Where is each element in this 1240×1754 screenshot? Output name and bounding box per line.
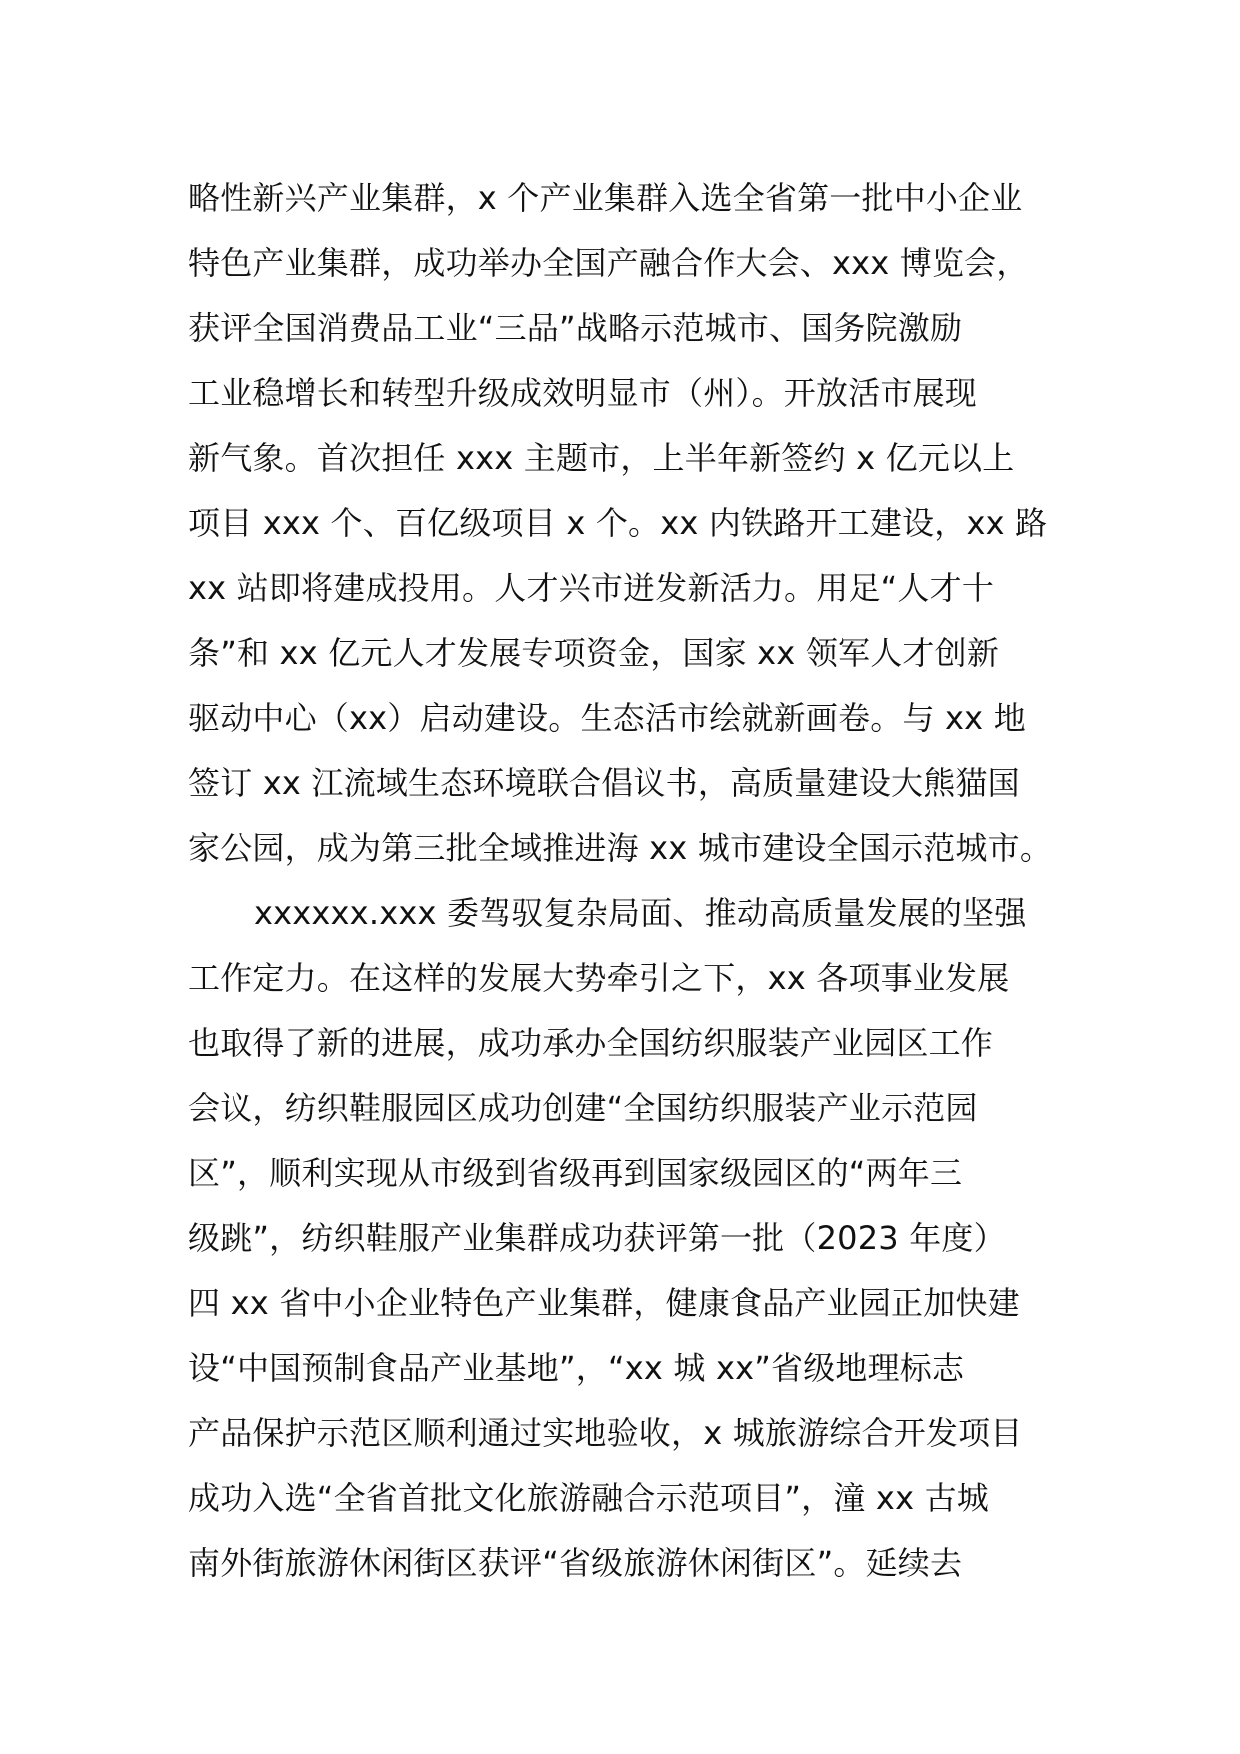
text-line: 工作定力。在这样的发展大势牵引之下，xx 各项事业发展 <box>188 959 1010 997</box>
text-line: 成功入选“全省首批文化旅游融合示范项目”，潼 xx 古城 <box>188 1479 989 1517</box>
paragraph-2 <box>188 881 1068 1596</box>
text-line: 条”和 xx 亿元人才发展专项资金，国家 xx 领军人才创新 <box>188 634 1000 672</box>
body-text <box>188 166 1068 1596</box>
text-line: 新气象。首次担任 xxx 主题市，上半年新签约 x 亿元以上 <box>188 439 1015 477</box>
text-line: 略性新兴产业集群，x 个产业集群入选全省第一批中小企业 <box>188 179 1023 217</box>
text-line: 家公园，成为第三批全域推进海 xx 城市建设全国示范城市。 <box>188 829 1053 867</box>
text-line: 也取得了新的进展，成功承办全国纺织服装产业园区工作 <box>188 1024 994 1062</box>
text-line: 级跳”，纺织鞋服产业集群成功获评第一批（2023 年度） <box>188 1219 1006 1257</box>
text-line: 会议，纺织鞋服园区成功创建“全国纺织服装产业示范园 <box>188 1089 978 1127</box>
text-line: 产品保护示范区顺利通过实地验收，x 城旅游综合开发项目 <box>188 1414 1023 1452</box>
text-line: 区”，顺利实现从市级到省级再到国家级园区的“两年三 <box>188 1154 963 1192</box>
text-line: 设“中国预制食品产业基地”，“xx 城 xx”省级地理标志 <box>188 1349 965 1387</box>
text-line: 驱动中心（xx）启动建设。生态活市绘就新画卷。与 xx 地 <box>188 699 1026 737</box>
text-line: 项目 xxx 个、百亿级项目 x 个。xx 内铁路开工建设，xx 路 <box>188 504 1048 542</box>
text-line: 四 xx 省中小企业特色产业集群，健康食品产业园正加快建 <box>188 1284 1020 1322</box>
text-line: xx 站即将建成投用。人才兴市迸发新活力。用足“人才十 <box>188 569 995 607</box>
text-line: 特色产业集群，成功举办全国产融合作大会、xxx 博览会， <box>188 244 1029 282</box>
paragraph-1 <box>188 166 1068 881</box>
text-line: 南外街旅游休闲街区获评“省级旅游休闲街区”。延续去 <box>188 1544 963 1582</box>
text-line: 签订 xx 江流域生态环境联合倡议书，高质量建设大熊猫国 <box>188 764 1020 802</box>
text-line: 工业稳增长和转型升级成效明显市（州）。开放活市展现 <box>188 374 978 412</box>
text-line: 获评全国消费品工业“三品”战略示范城市、国务院激励 <box>188 309 963 347</box>
text-line: xxxxxx.xxx 委驾驭复杂局面、推动高质量发展的坚强 <box>254 894 1027 932</box>
